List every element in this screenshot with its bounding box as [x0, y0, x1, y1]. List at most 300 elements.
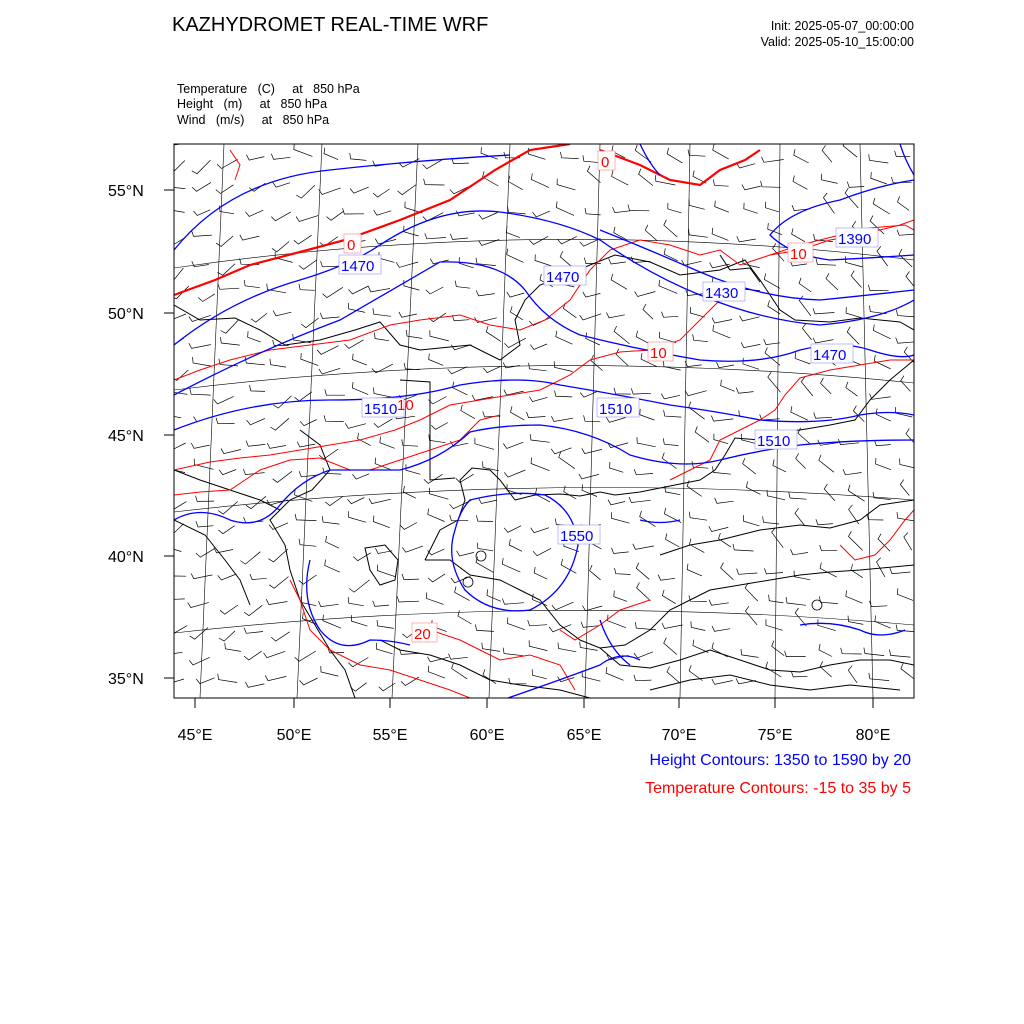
height-label: 1510	[757, 433, 791, 450]
wind-barb	[846, 382, 858, 396]
wind-barb	[530, 434, 550, 442]
wind-barb	[766, 619, 783, 630]
wind-barb	[761, 181, 781, 187]
wind-barb	[502, 599, 524, 605]
wind-barb	[741, 342, 760, 347]
wind-barb	[871, 172, 887, 184]
wind-barb	[820, 545, 838, 551]
wind-barb	[295, 651, 316, 661]
wind-barb	[801, 377, 813, 396]
wind-barb	[504, 470, 525, 477]
wind-barb	[762, 157, 784, 163]
variable-temperature: Temperature (C) at 850 hPa	[177, 82, 360, 96]
wind-barb	[818, 619, 836, 630]
wind-barb	[322, 516, 339, 524]
wind-barb	[663, 438, 678, 445]
wind-barb	[870, 394, 891, 400]
wind-barb	[737, 569, 758, 575]
wind-barb	[509, 539, 522, 551]
lon-label: 60°E	[469, 727, 505, 744]
wind-barb	[709, 600, 729, 606]
wind-barb	[610, 462, 624, 472]
wind-barb	[401, 677, 419, 686]
wind-barb	[428, 666, 445, 678]
wind-barb	[612, 548, 629, 554]
wind-barb	[737, 163, 756, 168]
wind-barb	[712, 318, 732, 323]
wind-barb	[531, 174, 549, 188]
wind-barb	[793, 176, 807, 190]
wind-barb	[431, 423, 448, 430]
wind-barb	[873, 492, 891, 500]
wind-barb	[166, 626, 187, 636]
wind-barb	[296, 216, 318, 222]
wind-barb	[296, 185, 315, 198]
wind-barb	[629, 497, 651, 503]
wind-barb	[796, 453, 806, 468]
wind-barb	[429, 434, 446, 442]
wind-barb	[665, 486, 680, 495]
wind-barb	[614, 326, 629, 344]
wind-barb	[216, 185, 234, 194]
wind-barb	[353, 354, 367, 365]
wind-barb	[529, 236, 548, 244]
wind-barb	[614, 591, 627, 602]
wind-barb	[225, 643, 241, 652]
wind-barb	[196, 496, 215, 502]
wind-barb	[906, 272, 917, 290]
wind-barb	[169, 268, 183, 279]
wind-barb	[795, 352, 810, 364]
wind-barb	[369, 498, 391, 503]
wind-barb	[693, 334, 708, 341]
lon-label: 75°E	[757, 727, 793, 744]
wind-barb	[826, 273, 838, 290]
wind-barb	[743, 458, 756, 474]
wind-barb	[251, 313, 267, 322]
wind-barb	[325, 389, 345, 395]
wind-barb	[373, 308, 391, 316]
wind-barb	[270, 418, 289, 430]
wind-barb	[851, 271, 861, 288]
wind-barb	[689, 512, 707, 521]
wind-barb	[764, 568, 783, 574]
wind-barb	[320, 313, 339, 319]
wind-barb	[368, 286, 390, 292]
wind-barb	[502, 558, 520, 572]
wind-barb	[529, 397, 547, 402]
wind-barb	[744, 203, 758, 214]
wind-barb	[847, 182, 864, 188]
wind-barb	[846, 590, 863, 603]
wind-barb	[820, 563, 837, 578]
wind-barb	[325, 560, 340, 573]
wind-barb	[374, 210, 392, 215]
legend-temperature-contours: Temperature Contours: -15 to 35 by 5	[645, 780, 911, 797]
wind-barb	[584, 258, 601, 264]
wind-barb	[551, 448, 571, 454]
wind-barb	[345, 340, 364, 349]
wind-barb	[606, 667, 623, 680]
wind-barb	[426, 287, 443, 294]
wind-barb	[193, 357, 212, 366]
wind-barb	[190, 628, 208, 640]
wind-barb	[645, 225, 657, 241]
wind-barb	[508, 206, 526, 214]
wind-barb	[425, 233, 446, 239]
wind-barb	[899, 249, 912, 267]
wind-barb	[246, 155, 264, 160]
wind-barb	[319, 601, 339, 607]
height-label: 1470	[546, 269, 580, 286]
wind-barb	[190, 388, 211, 395]
wind-barb	[476, 290, 495, 296]
wind-barb	[721, 563, 734, 580]
wind-barb	[662, 590, 675, 604]
wind-barb	[250, 574, 267, 580]
wind-barb	[428, 574, 445, 582]
wind-barb	[380, 437, 395, 449]
wind-barb	[191, 443, 209, 448]
wind-barb	[265, 675, 286, 680]
wind-barb	[743, 515, 759, 526]
wind-barb	[636, 563, 649, 580]
wind-barb	[353, 474, 370, 479]
wind-barb	[558, 643, 576, 652]
wind-barb	[426, 592, 443, 604]
height-label: 1550	[560, 528, 594, 545]
wind-barb	[876, 458, 892, 470]
wind-barb	[349, 580, 369, 592]
wind-barb	[713, 179, 728, 186]
wind-barb	[165, 237, 186, 247]
wind-barb	[348, 597, 364, 606]
wind-barb	[821, 174, 837, 184]
wind-barb	[901, 376, 911, 392]
wind-barb	[814, 413, 832, 419]
wind-barb	[479, 498, 497, 503]
chart-title: KAZHYDROMET REAL-TIME WRF	[172, 14, 489, 36]
variable-wind: Wind (m/s) at 850 hPa	[177, 113, 330, 127]
wind-barb	[374, 419, 393, 428]
wind-barb	[786, 597, 806, 605]
wind-barb	[819, 596, 838, 603]
wind-barb	[299, 284, 315, 291]
wind-barb	[554, 361, 572, 371]
lon-label: 65°E	[566, 727, 602, 744]
wind-barb	[351, 683, 367, 692]
wind-barb	[690, 539, 705, 553]
wind-barb	[802, 323, 811, 340]
wind-barb	[294, 144, 313, 157]
wind-barb	[558, 237, 577, 244]
wind-barb	[352, 382, 368, 395]
wind-barb	[508, 176, 522, 190]
wind-barb	[248, 331, 261, 342]
wind-barb	[714, 434, 728, 444]
wind-barb	[221, 448, 241, 453]
wind-barb	[507, 249, 524, 263]
wind-barb	[270, 359, 286, 367]
wind-barb	[299, 260, 317, 269]
wind-barb	[326, 211, 343, 220]
wind-barb	[795, 508, 805, 526]
wind-barb	[901, 663, 914, 678]
wind-barb	[848, 666, 857, 683]
wind-barb	[511, 406, 525, 420]
wind-barb	[637, 437, 656, 447]
wind-barb	[563, 303, 576, 318]
wind-barb	[220, 605, 238, 614]
init-time: Init: 2025-05-07_00:00:00	[770, 19, 914, 33]
wind-barb	[821, 378, 832, 394]
wind-barb	[631, 388, 651, 394]
wind-barb	[528, 620, 547, 626]
wind-barb	[691, 621, 705, 630]
wind-barb	[873, 198, 890, 214]
wind-barb	[689, 229, 708, 237]
temperature-label: 10	[790, 246, 807, 263]
wind-barb	[841, 648, 862, 654]
wind-barb	[404, 363, 420, 370]
wind-barb	[847, 327, 859, 345]
temperature-label: 0	[601, 154, 610, 171]
wind-barb	[687, 564, 702, 576]
wind-barb	[690, 307, 705, 317]
wind-barb	[560, 152, 578, 159]
wind-barb	[503, 442, 523, 448]
wind-barb	[300, 678, 318, 685]
wind-barb	[479, 213, 498, 220]
wind-barb	[483, 411, 501, 417]
wind-barb	[192, 231, 212, 237]
wind-barb	[635, 622, 656, 630]
wind-barb	[455, 587, 470, 601]
wind-barb	[247, 419, 265, 425]
wind-barb	[898, 196, 910, 210]
wind-barb	[820, 661, 832, 677]
wind-barb	[711, 416, 733, 422]
wind-barb	[192, 182, 211, 191]
wind-barb	[876, 408, 891, 421]
wind-barb	[324, 415, 344, 421]
wind-barb	[429, 397, 447, 405]
wind-barb	[504, 526, 521, 533]
wind-barb	[319, 368, 340, 374]
wind-barb	[168, 524, 183, 534]
wind-barb	[396, 262, 418, 267]
wind-barb	[819, 644, 832, 657]
wind-barb	[740, 316, 760, 321]
wind-barbs	[163, 140, 917, 691]
wind-barb	[560, 251, 571, 266]
wind-barb	[582, 606, 602, 611]
wind-barb	[398, 184, 417, 194]
wind-barb	[794, 149, 809, 163]
lon-label: 55°E	[372, 727, 408, 744]
wind-barb	[430, 330, 449, 341]
wind-barb	[218, 674, 237, 683]
wind-barb	[634, 652, 653, 658]
wind-barb	[244, 280, 260, 288]
wind-barb	[689, 199, 705, 209]
wind-barb	[551, 416, 573, 421]
wind-barb	[219, 470, 236, 475]
temperature-label: 0	[347, 237, 356, 254]
wind-barb	[785, 651, 806, 657]
wind-barb	[633, 544, 654, 550]
wind-barb	[345, 423, 366, 428]
wind-barb	[323, 468, 342, 475]
wind-barb	[267, 443, 286, 448]
wind-barb	[271, 154, 290, 160]
wind-barb	[189, 657, 210, 665]
wind-barb	[682, 260, 702, 265]
wind-barb	[377, 565, 395, 577]
wind-barb	[533, 548, 551, 555]
wind-barb	[531, 528, 549, 533]
wind-barb	[192, 160, 211, 174]
wind-barb	[721, 380, 735, 392]
wind-barb	[268, 549, 288, 562]
wind-barb	[636, 331, 650, 344]
wind-barb	[662, 453, 676, 469]
wind-barb	[455, 281, 470, 289]
wind-barb	[272, 242, 289, 252]
wind-barb	[273, 182, 290, 187]
wind-barb	[321, 666, 339, 676]
wind-barb	[813, 338, 833, 343]
wind-barb	[685, 361, 702, 367]
wind-barb	[218, 502, 238, 515]
wind-barb	[640, 409, 655, 420]
wind-barb	[240, 552, 260, 564]
wind-barb	[843, 469, 862, 475]
wind-barb	[906, 429, 917, 446]
wind-barb	[664, 638, 677, 655]
wind-barb	[715, 498, 734, 504]
wind-barb	[867, 514, 883, 520]
wind-barb	[529, 640, 547, 650]
height-labels	[339, 228, 878, 545]
wind-barb	[350, 187, 369, 193]
wind-barb	[188, 602, 209, 607]
height-label: 1510	[364, 401, 398, 418]
wind-barb	[218, 526, 234, 534]
wind-barb	[245, 682, 264, 687]
wind-barb	[533, 211, 550, 217]
wind-barb	[877, 558, 885, 577]
wind-barb	[715, 201, 729, 213]
wind-barb	[792, 228, 805, 242]
wind-barb	[583, 292, 601, 297]
wind-barb	[295, 392, 312, 401]
wind-barb	[240, 235, 260, 240]
wind-barb	[347, 498, 364, 504]
wind-barb	[475, 317, 497, 322]
wind-barb	[613, 207, 631, 213]
wind-barb	[713, 144, 729, 159]
height-label: 1470	[341, 258, 375, 275]
wind-barb	[294, 235, 312, 244]
wind-barb	[216, 418, 234, 424]
height-label: 1390	[838, 231, 872, 248]
wind-barb	[273, 311, 291, 316]
wind-barb	[324, 148, 338, 160]
wind-barb	[168, 314, 186, 320]
wind-barb	[741, 649, 759, 658]
wind-barb	[271, 212, 291, 221]
wind-barb	[535, 255, 552, 267]
wind-barb	[667, 667, 681, 684]
wind-barb	[869, 154, 889, 163]
wind-barb	[664, 410, 682, 417]
wind-barb	[693, 640, 708, 653]
wind-barb	[668, 203, 682, 213]
wind-barb	[461, 405, 475, 419]
wind-barb	[508, 618, 525, 630]
wind-barb	[824, 484, 835, 501]
wind-barb	[685, 391, 707, 396]
wind-barb	[319, 188, 341, 195]
wind-barb	[712, 228, 728, 241]
wind-barb	[198, 294, 215, 302]
wind-barb	[402, 574, 419, 580]
wind-barb	[712, 626, 730, 631]
wind-barb	[799, 278, 811, 292]
temperature-label: 10	[397, 397, 414, 414]
wind-barb	[662, 312, 679, 318]
wind-barb	[504, 338, 525, 347]
lat-label: 45°N	[108, 428, 144, 445]
wind-barb	[712, 679, 733, 684]
wind-barb	[658, 575, 675, 581]
wind-barb	[556, 201, 574, 215]
wind-barb	[904, 533, 912, 551]
wind-barb	[218, 574, 237, 580]
wind-barb	[221, 320, 239, 334]
wind-barb	[349, 511, 367, 522]
wind-barb	[555, 391, 573, 397]
wind-barb	[890, 650, 911, 658]
wind-barb	[640, 511, 656, 527]
wind-barb	[295, 514, 316, 521]
wind-barb	[399, 312, 417, 317]
wind-barb	[897, 512, 915, 521]
wind-barb	[609, 259, 626, 265]
wind-barb	[349, 286, 369, 294]
wind-barb	[196, 678, 214, 684]
wind-barb	[163, 649, 182, 655]
wind-barb	[766, 202, 779, 212]
wind-barb	[457, 551, 474, 556]
wind-barb	[167, 678, 184, 683]
wind-barb	[326, 536, 340, 548]
wind-barb	[873, 325, 890, 339]
wind-barb	[216, 236, 233, 246]
wind-barb	[897, 588, 913, 600]
wind-barb	[168, 570, 187, 576]
wind-barb	[643, 304, 653, 319]
wind-barb	[475, 438, 494, 450]
wind-barb	[579, 474, 599, 479]
wind-barb	[450, 234, 468, 240]
wind-barb	[733, 544, 754, 551]
wind-barb	[264, 651, 286, 657]
wind-barb	[742, 185, 761, 190]
wind-barb	[615, 568, 631, 575]
wind-barb	[476, 515, 493, 521]
